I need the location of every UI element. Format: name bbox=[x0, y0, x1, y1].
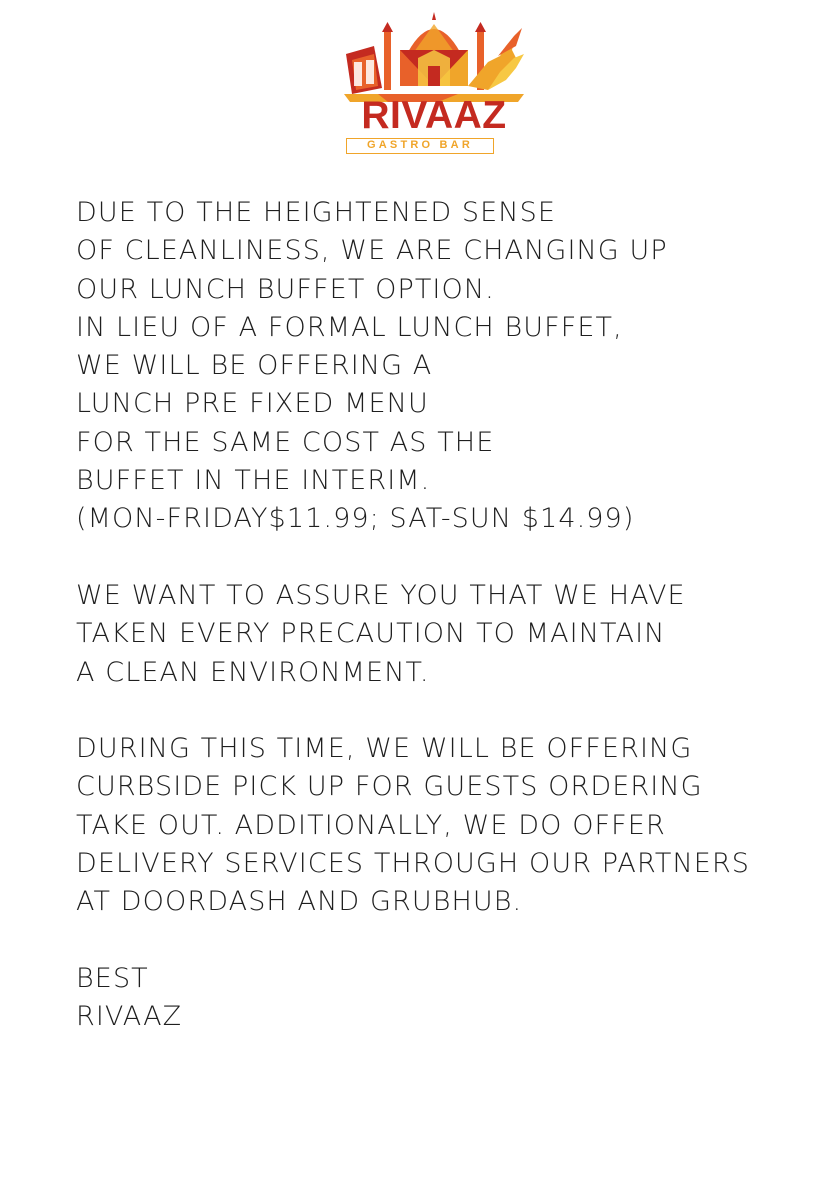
letter-line: CURBSIDE PICK UP FOR GUESTS ORDERING bbox=[76, 771, 703, 803]
logo-tagline-frame bbox=[346, 138, 494, 154]
logo-wordmark: RIVAAZ bbox=[361, 94, 507, 137]
pricing-line: (MON-FRIDAY$11.99; SAT-SUN $14.99) bbox=[76, 503, 635, 535]
restaurant-logo bbox=[338, 10, 530, 180]
taj-mahal-logo-icon bbox=[338, 10, 530, 104]
signature-line: RIVAAZ bbox=[76, 1001, 183, 1033]
letter-line: DURING THIS TIME, WE WILL BE OFFERING bbox=[76, 733, 693, 765]
letter-line: OF CLEANLINESS, WE ARE CHANGING UP bbox=[76, 235, 668, 267]
notice-letter bbox=[76, 194, 816, 1037]
letter-line: A CLEAN ENVIRONMENT. bbox=[76, 656, 430, 688]
logo-tagline: GASTRO BAR bbox=[367, 139, 473, 151]
letter-line: OUR LUNCH BUFFET OPTION. bbox=[76, 273, 495, 305]
letter-line: LUNCH PRE FIXED MENU bbox=[76, 388, 429, 420]
closing-line: BEST bbox=[76, 962, 149, 994]
letter-line: BUFFET IN THE INTERIM. bbox=[76, 465, 431, 497]
paragraph-gap bbox=[76, 539, 816, 577]
letter-line: TAKE OUT. ADDITIONALLY, WE DO OFFER bbox=[76, 809, 666, 841]
paragraph-gap bbox=[76, 922, 816, 960]
letter-line: IN LIEU OF A FORMAL LUNCH BUFFET, bbox=[76, 311, 623, 343]
letter-line: DELIVERY SERVICES THROUGH OUR PARTNERS bbox=[76, 848, 751, 880]
letter-line: DUE TO THE HEIGHTENED SENSE bbox=[76, 197, 556, 228]
letter-line: WE WILL BE OFFERING A bbox=[76, 350, 433, 382]
paragraph-gap bbox=[76, 692, 816, 730]
letter-line: FOR THE SAME COST AS THE bbox=[76, 426, 495, 458]
letter-line: WE WANT TO ASSURE YOU THAT WE HAVE bbox=[76, 579, 686, 611]
letter-line: TAKEN EVERY PRECAUTION TO MAINTAIN bbox=[76, 618, 666, 650]
letter-line: AT DOORDASH AND GRUBHUB. bbox=[76, 886, 523, 918]
